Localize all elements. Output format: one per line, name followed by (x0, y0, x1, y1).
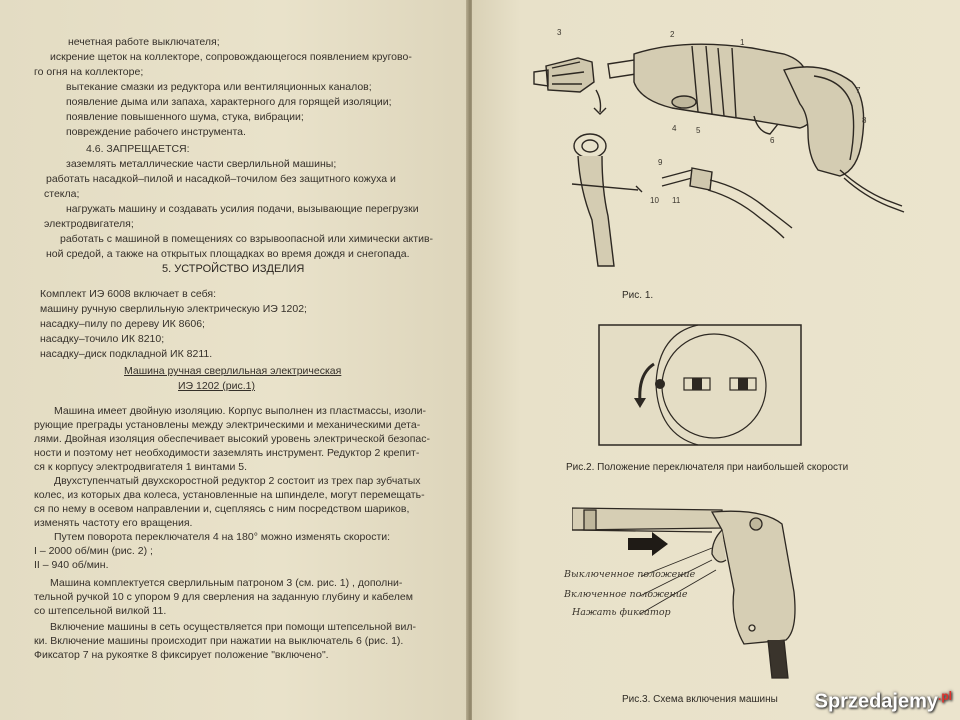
watermark-logo: Sprzedajemy$^{.pl}$ (814, 689, 952, 713)
callout-number: 4 (672, 124, 677, 133)
callout-number: 10 (650, 196, 659, 205)
section-heading: 5. УСТРОЙСТВО ИЗДЕЛИЯ (162, 263, 305, 275)
text-line: лями. Двойная изоляция обеспечивает высокий уровень электрической безопас- (34, 433, 430, 445)
text-line: заземлять металлические части сверлильной машины; (66, 158, 337, 170)
text-line: колес, из которых два колеса, установленные на шпинделе, могут перемещать- (34, 489, 425, 501)
text-line: II – 940 об/мин. (34, 559, 109, 571)
text-line: со штепсельной вилкой 11. (34, 605, 167, 617)
text-line: изменять частоту его вращения. (34, 517, 193, 529)
text-line: насадку–диск подкладной ИК 8211. (40, 348, 213, 360)
text-line: Двухступенчатый двухскоростной редуктор 2 состоит из трех пар зубчатых (54, 475, 421, 487)
annotation-label: Выключенное положение (564, 569, 696, 580)
text-line: машину ручную сверлильную электрическую ИЭ 1202; (40, 303, 307, 315)
right-page (472, 0, 960, 720)
figure-caption: Рис.3. Схема включения машины (622, 694, 778, 705)
text-line: вытекание смазки из редуктора или вентиляционных каналов; (66, 81, 372, 93)
switch-diagram (598, 324, 802, 446)
text-line: Фиксатор 7 на рукоятке 8 фиксирует положение "включено". (34, 649, 329, 661)
text-line: Включение машины в сеть осуществляется при помощи штепсельной вил- (50, 621, 416, 633)
text-line: ки. Включение машины происходит при нажатии на выключатель 6 (рис. 1). (34, 635, 404, 647)
callout-number: 2 (670, 30, 675, 39)
text-line: появление дыма или запаха, характерного для горящей изоляции; (66, 96, 392, 108)
text-line: повреждение рабочего инструмента. (66, 126, 246, 138)
left-page (0, 0, 468, 720)
text-line: Машина имеет двойную изоляцию. Корпус выполнен из пластмассы, изоли- (54, 405, 426, 417)
text-line: рующие преграды установлены между электрическими и механическими дета- (34, 419, 421, 431)
text-line: ся к корпусу электродвигателя 1 винтами 5. (34, 461, 248, 473)
text-line: насадку–точило ИК 8210; (40, 333, 165, 345)
text-line: I – 2000 об/мин (рис. 2) ; (34, 545, 153, 557)
callout-number: 11 (672, 196, 681, 205)
annotation-label: Включенное положение (564, 589, 688, 600)
figure-caption: Рис. 1. (622, 290, 654, 301)
subtitle: ИЭ 1202 (рис.1) (178, 380, 255, 392)
callout-number: 6 (770, 136, 775, 145)
drill-illustration (522, 20, 952, 290)
text-line: ности и поэтому нет необходимости заземлять инструмент. Редуктор 2 крепит- (34, 447, 420, 459)
text-line: нечетная работе выключателя; (68, 36, 220, 48)
annotation-label: Нажать фиксатор (572, 607, 671, 618)
text-line: насадку–пилу по дереву ИК 8606; (40, 318, 205, 330)
text-line: го огня на коллекторе; (34, 66, 144, 78)
callout-number: 3 (557, 28, 562, 37)
text-line: работать с машиной в помещениях со взрывоопасной или химически актив- (60, 233, 434, 245)
text-line: искрение щеток на коллекторе, сопровождающегося появлением кругово- (50, 51, 412, 63)
callout-number: 1 (740, 38, 745, 47)
figure-caption: Рис.2. Положение переключателя при наибольшей скорости (566, 462, 849, 473)
text-line: Комплект ИЭ 6008 включает в себя: (40, 288, 216, 300)
text-line: электродвигателя; (44, 218, 134, 230)
text-line: ся по нему в осевом направлении и, сцепляясь с ним посредством шариков, (34, 503, 410, 515)
callout-number: 9 (658, 158, 663, 167)
text-line: работать насадкой–пилой и насадкой–точилом без защитного кожуха и (46, 173, 396, 185)
subtitle: Машина ручная сверлильная электрическая (124, 365, 342, 377)
text-line: появление повышенного шума, стука, вибрации; (66, 111, 304, 123)
text-line: ной средой, а также на открытых площадках во время дождя и снегопада. (46, 248, 410, 260)
callout-number: 7 (856, 86, 861, 95)
callout-number: 5 (696, 126, 701, 135)
text-line: стекла; (44, 188, 80, 200)
section-heading: 4.6. ЗАПРЕЩАЕТСЯ: (86, 143, 190, 155)
text-line: нагружать машину и создавать усилия подачи, вызывающие перегрузки (66, 203, 419, 215)
text-line: тельной ручкой 10 с упором 9 для сверления на заданную глубину и кабелем (34, 591, 413, 603)
text-line: Путем поворота переключателя 4 на 180° можно изменять скорости: (54, 531, 391, 543)
text-line: Машина комплектуется сверлильным патроном 3 (см. рис. 1) , дополни- (50, 577, 403, 589)
callout-number: 8 (862, 116, 867, 125)
